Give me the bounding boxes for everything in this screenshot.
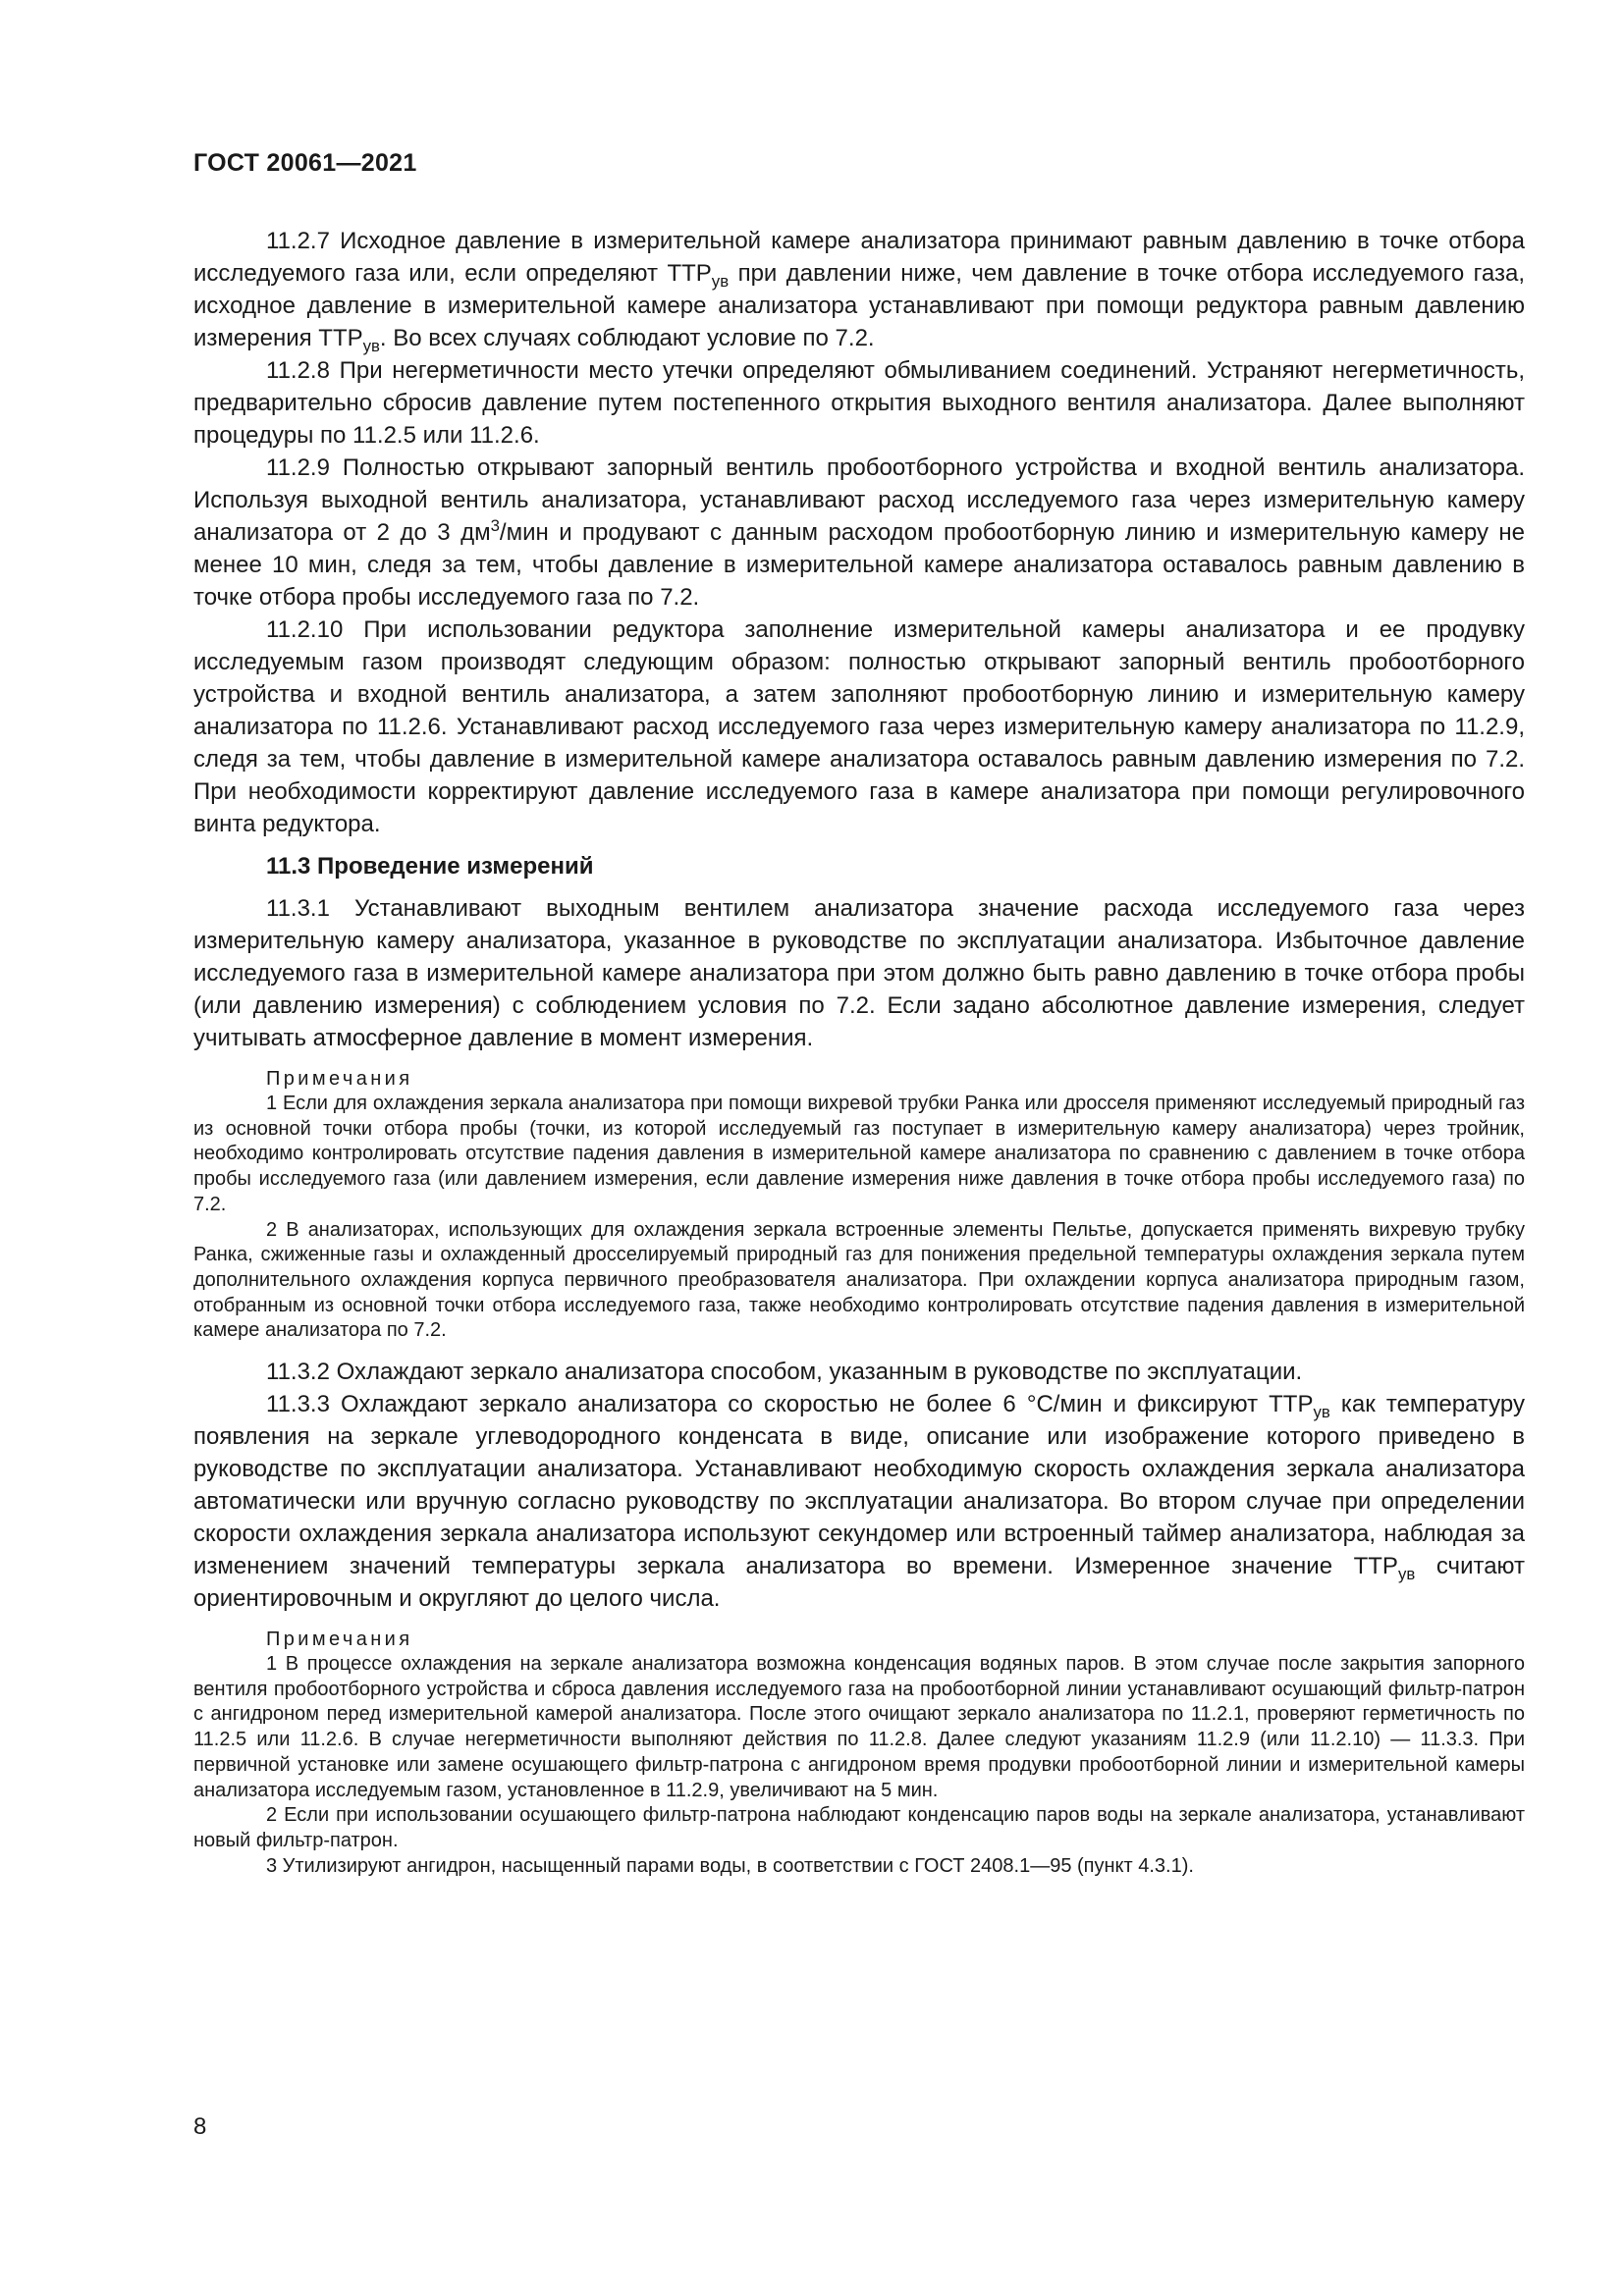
paragraph-11-3-3 (193, 1388, 1525, 1615)
paragraph-text: /мин и продувают с данным расходом пробоотборную линию и измерительную камеру не менее 10 мин, следя за тем, чтобы давление в измерительной камере анализатора оставалось равным давлению в точке отбора пробы исследуемого газа по 7.2. (193, 519, 1526, 611)
paragraph-11-3-1: 11.3.1 Устанавливают выходным вентилем анализатора значение расхода исследуемого газа через измерительную камеру анализатора, указанное в руководстве по эксплуатации анализатора. Избыточное давление исследуемого газа в измерительной камере анализатора при этом должно быть равно давлению в точке отбора пробы (или давлению измерения) с соблюдением условия по 7.2. Если задано абсолютное давление измерения, следует учитывать атмосферное давление в момент измерения. (193, 895, 1525, 1051)
paragraph-11-3-2: 11.3.2 Охлаждают зеркало анализатора способом, указанным в руководстве по эксплуатации. (266, 1359, 1303, 1386)
document-body (193, 225, 1525, 1879)
paragraph-11-2-7 (193, 225, 1525, 354)
paragraph-11-2-8: 11.2.8 При негерметичности место утечки определяют обмыливанием соединений. Устраняют негерметичность, предварительно сбросив давление путем постепенного открытия выходного вентиля анализатора. Далее выполняют процедуры по 11.2.5 или 11.2.6. (193, 357, 1525, 449)
paragraph-text: при давлении ниже, чем давление в точке отбора исследуемого газа, исходное давление в измерительной камере анализатора устанавливают при помощи редуктора равным давлению измерения ТТР (193, 260, 1525, 351)
paragraph-text: считают ориентировочным и округляют до целого числа. (193, 1553, 1526, 1613)
note-item: 1 В процессе охлаждения на зеркале анализатора возможна конденсация водяных паров. В этом случае после закрытия запорного вентиля пробоотборного устройства и сброса давления исследуемого газа на пробоотборной линии устанавливают осушающий фильтр-патрон с ангидроном перед измерительной камерой анализатора. После этого очищают зеркало анализатора по 11.2.1, проверяют герметичность по 11.2.5 или 11.2.6. В случае негерметичности выполняют действия по 11.2.8. Далее следуют указаниям 11.2.9 (или 11.2.10) — 11.3.3. При первичной установке или замене осушающего фильтр-патрона с ангидроном время продувки пробоотборной линии и измерительной камеры анализатора исследуемым газом, установленное в 11.2.9, увеличивают на 5 мин. (193, 1653, 1525, 1801)
notes-title: Примечания (266, 1068, 413, 1090)
subscript: ув (362, 336, 380, 355)
document-header: ГОСТ 20061—2021 (193, 149, 417, 177)
paragraph-text: 11.2.9 Полностью открывают запорный вентиль пробоотборного устройства и входной вентиль анализатора. Используя выходной вентиль анализатора, устанавливают расход исследуемого газа через измерительную камеру анализатора от 2 до 3 дм (193, 454, 1525, 546)
subscript: ув (1397, 1564, 1416, 1583)
subscript: ув (711, 271, 730, 291)
note-item: 2 В анализаторах, использующих для охлаждения зеркала встроенные элементы Пельтье, допускается применять вихревую трубку Ранка, сжиженные газы и охлажденный дросселируемый природный газ для понижения предельной температуры охлаждения зеркала путем дополнительного охлаждения корпуса первичного преобразователя анализатора. При охлаждении корпуса анализатора природным газом, отобранным из основной точки отбора исследуемого газа, также необходимо контролировать отсутствие падения давления в измерительной камере анализатора по 7.2. (193, 1218, 1525, 1342)
paragraph-text: как температуру появления на зеркале углеводородного конденсата в виде, описание или изображение которого приведено в руководстве по эксплуатации анализатора. Устанавливают необходимую скорость охлаждения зеркала анализатора автоматически или вручную согласно руководству по эксплуатации анализатора. Во втором случае при определении скорости охлаждения зеркала анализатора используют секундомер или встроенный таймер анализатора, наблюдая за изменением значений температуры зеркала анализатора во времени. Измеренное значение ТТР (193, 1391, 1525, 1580)
paragraph-11-2-9 (193, 452, 1525, 614)
note-item: 3 Утилизируют ангидрон, насыщенный парами воды, в соответствии с ГОСТ 2408.1—95 (пункт 4.3.1). (266, 1854, 1194, 1877)
superscript: 3 (490, 515, 500, 535)
note-item: 1 Если для охлаждения зеркала анализатора при помощи вихревой трубки Ранка или дросселя применяют исследуемый природный газ из основной точки отбора пробы (точки, из которой исследуемый газ поступает в измерительную камеру анализатора) через тройник, необходимо контролировать отсутствие падения давления в измерительной камере анализатора по сравнению с давлением в точке отбора пробы исследуемого газа (или давлением измерения, если давление измерения ниже давления в точке отбора пробы исследуемого газа) по 7.2. (193, 1093, 1525, 1215)
paragraph-text: 11.3.3 Охлаждают зеркало анализатора со скоростью не более 6 °С/мин и фиксируют ТТР (266, 1391, 1314, 1418)
note-item: 2 Если при использовании осушающего фильтр-патрона наблюдают конденсацию паров воды на зеркале анализатора, устанавливают новый фильтр-патрон. (193, 1804, 1525, 1851)
notes-title: Примечания (266, 1629, 413, 1651)
subscript: ув (1313, 1402, 1330, 1421)
page-number: 8 (193, 2113, 207, 2140)
section-heading-11-3: 11.3 Проведение измерений (266, 853, 594, 880)
paragraph-11-2-10: 11.2.10 При использовании редуктора заполнение измерительной камеры анализатора и ее продувку исследуемым газом производят следующим образом: полностью открывают запорный вентиль пробоотборного устройства и входной вентиль анализатора, а затем заполняют пробоотборную линию и измерительную камеру анализатора по 11.2.6. Устанавливают расход исследуемого газа через измерительную камеру анализатора по 11.2.9, следя за тем, чтобы давление в измерительной камере анализатора оставалось равным давлению измерения по 7.2. При необходимости корректируют давление исследуемого газа в камере анализатора при помощи регулировочного винта редуктора. (193, 616, 1525, 837)
paragraph-text: . Во всех случаях соблюдают условие по 7.2. (379, 325, 875, 351)
paragraph-text: 11.2.7 Исходное давление в измерительной камере анализатора принимают равным давлению в точке отбора исследуемого газа или, если определяют ТТР (193, 228, 1525, 287)
